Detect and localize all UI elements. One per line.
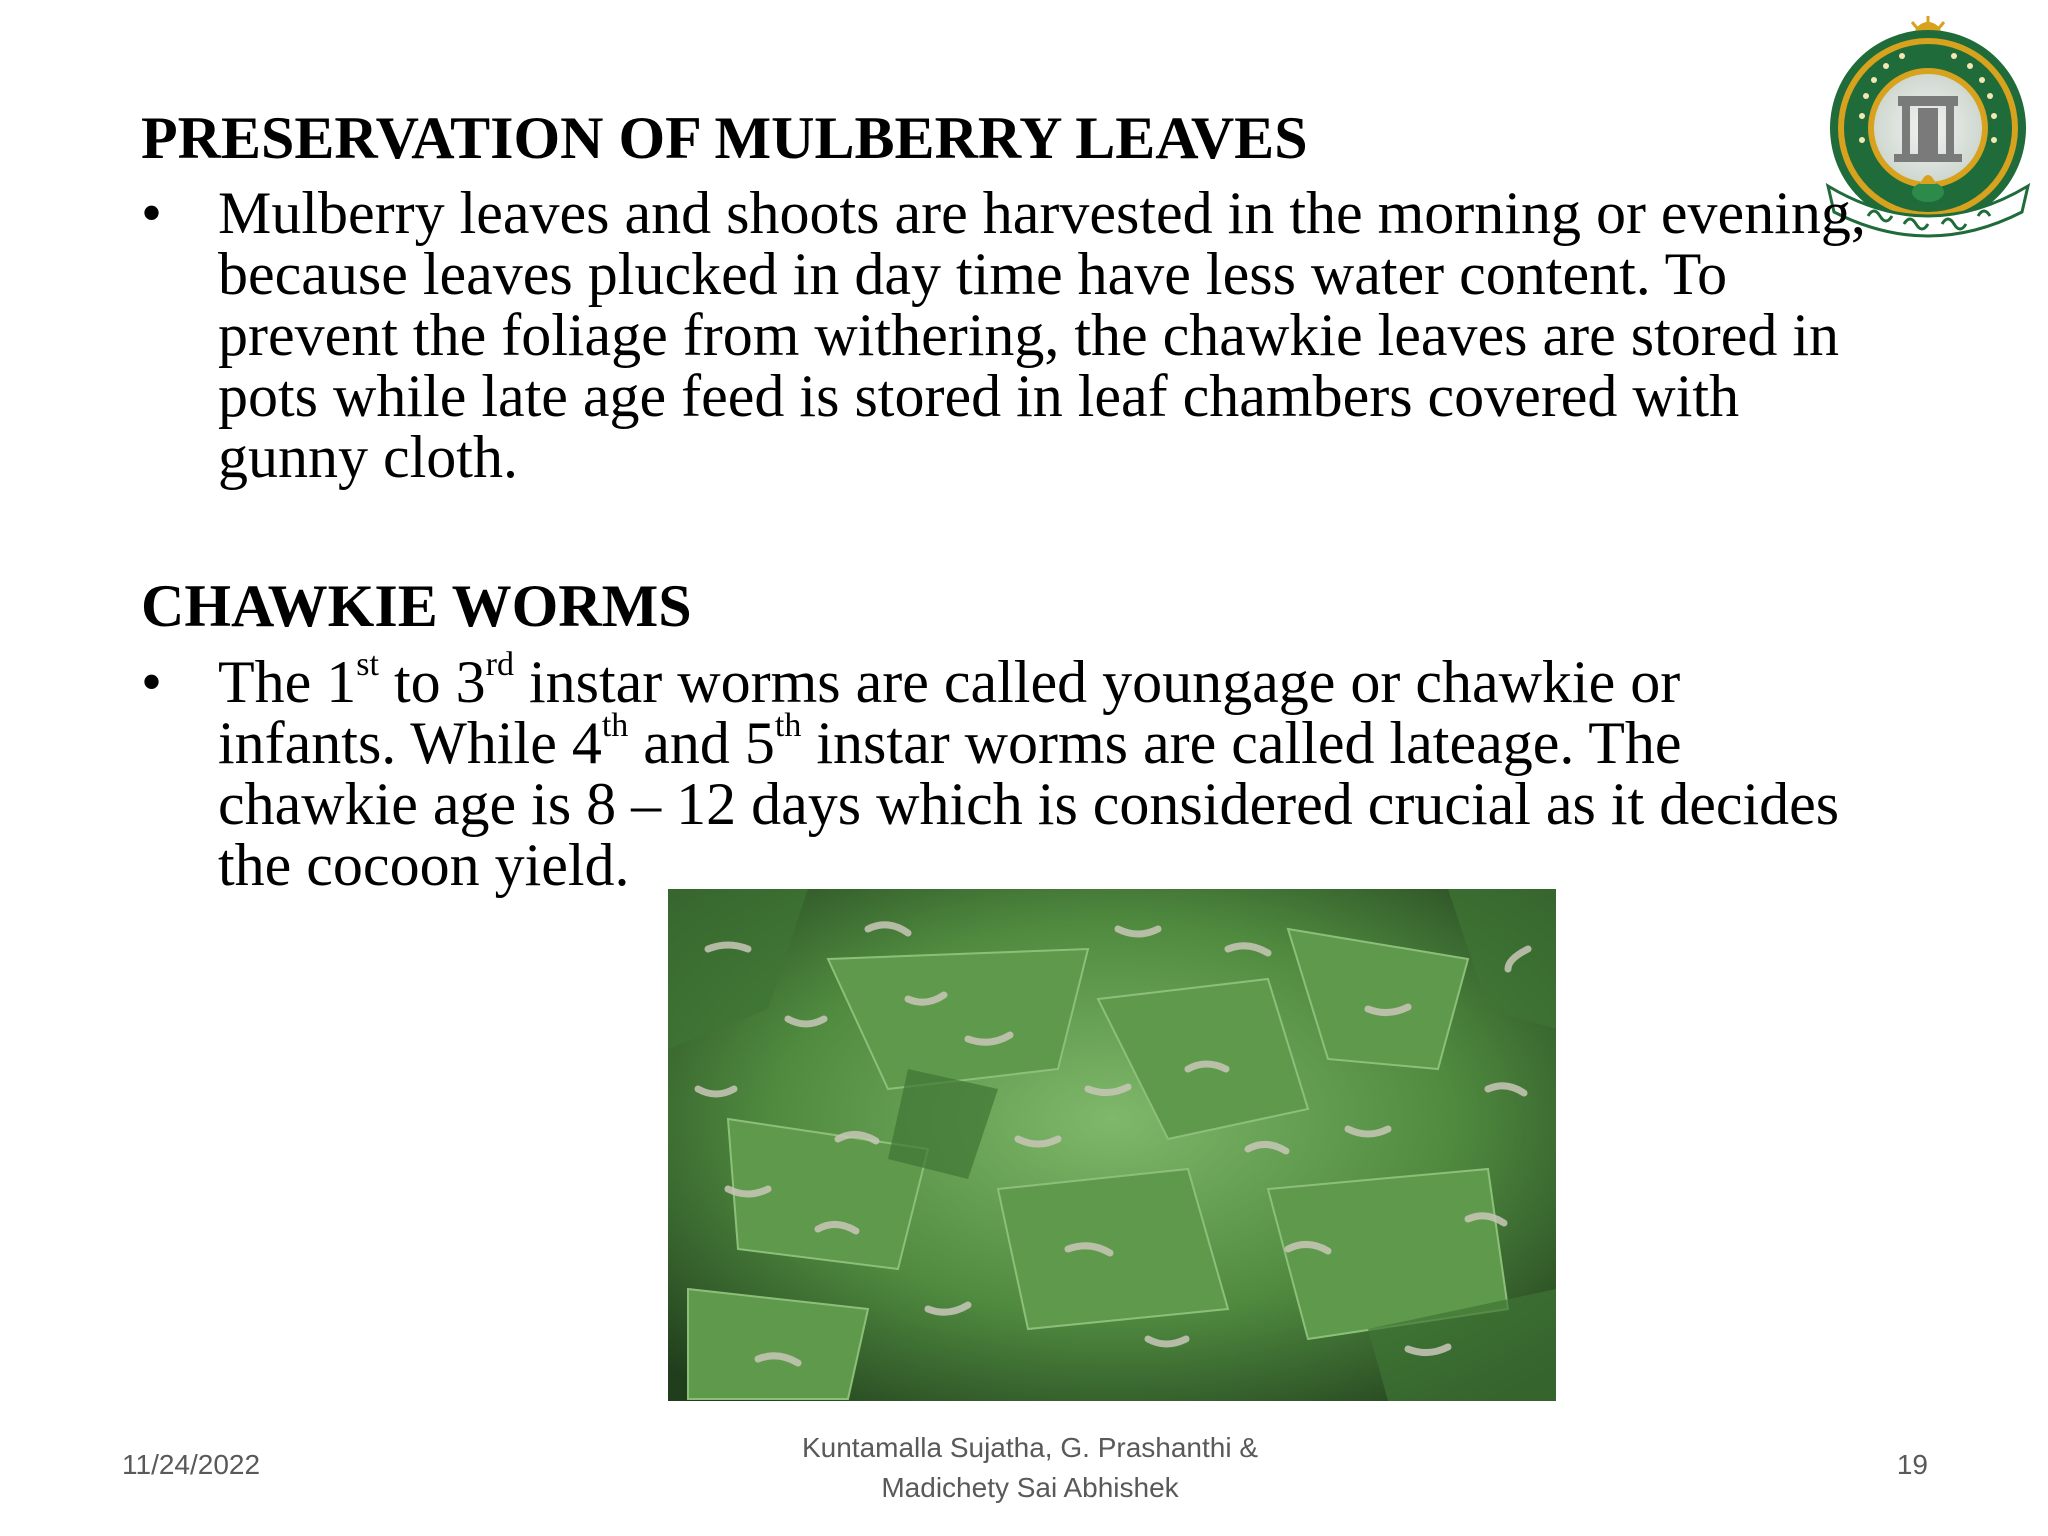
text-run: The 1 [218,649,357,715]
text-run: instar worms are called youngage or chawkie or [513,649,1681,715]
superscript: st [356,646,379,683]
superscript: rd [485,646,514,683]
superscript: th [601,707,629,744]
footer-date: 11/24/2022 [122,1449,261,1480]
footer-authors [700,1428,1360,1508]
text-line: Mulberry leaves and shoots are harvested in the morning or evening, [218,180,1866,246]
text-run: instar worms are called lateage. The [801,710,1682,776]
text-run: infants. While 4 [218,710,602,776]
bullet-dot: • [141,649,163,715]
text-line [218,707,1978,776]
footer-authors-line: Madichety Sai Abhishek [881,1472,1179,1503]
footer-authors-line: Kuntamalla Sujatha, G. Prashanthi & [801,1432,1259,1463]
text-line: chawkie age is 8 – 12 days which is considered crucial as it decides [218,771,1840,837]
heading-preservation: PRESERVATION OF MULBERRY LEAVES [141,105,1308,171]
bullet-text [218,180,1978,490]
heading-chawkie-worms: CHAWKIE WORMS [141,573,692,639]
bullet-dot: • [141,180,163,246]
text-line: because leaves plucked in day time have less water content. To [218,241,1728,307]
text-line [218,646,1978,715]
text-line: gunny cloth. [218,424,518,490]
text-line: the cocoon yield. [218,832,630,898]
page-number: 19 [1896,1449,1928,1480]
text-line: pots while late age feed is stored in leaf chambers covered with [218,363,1740,429]
text-run: to 3 [378,649,486,715]
text-line: prevent the foliage from withering, the chawkie leaves are stored in [218,302,1840,368]
text-run: and 5 [628,710,775,776]
superscript: th [774,707,802,744]
silkworms-photo-icon [668,889,1556,1401]
bullet-text [218,646,1978,898]
